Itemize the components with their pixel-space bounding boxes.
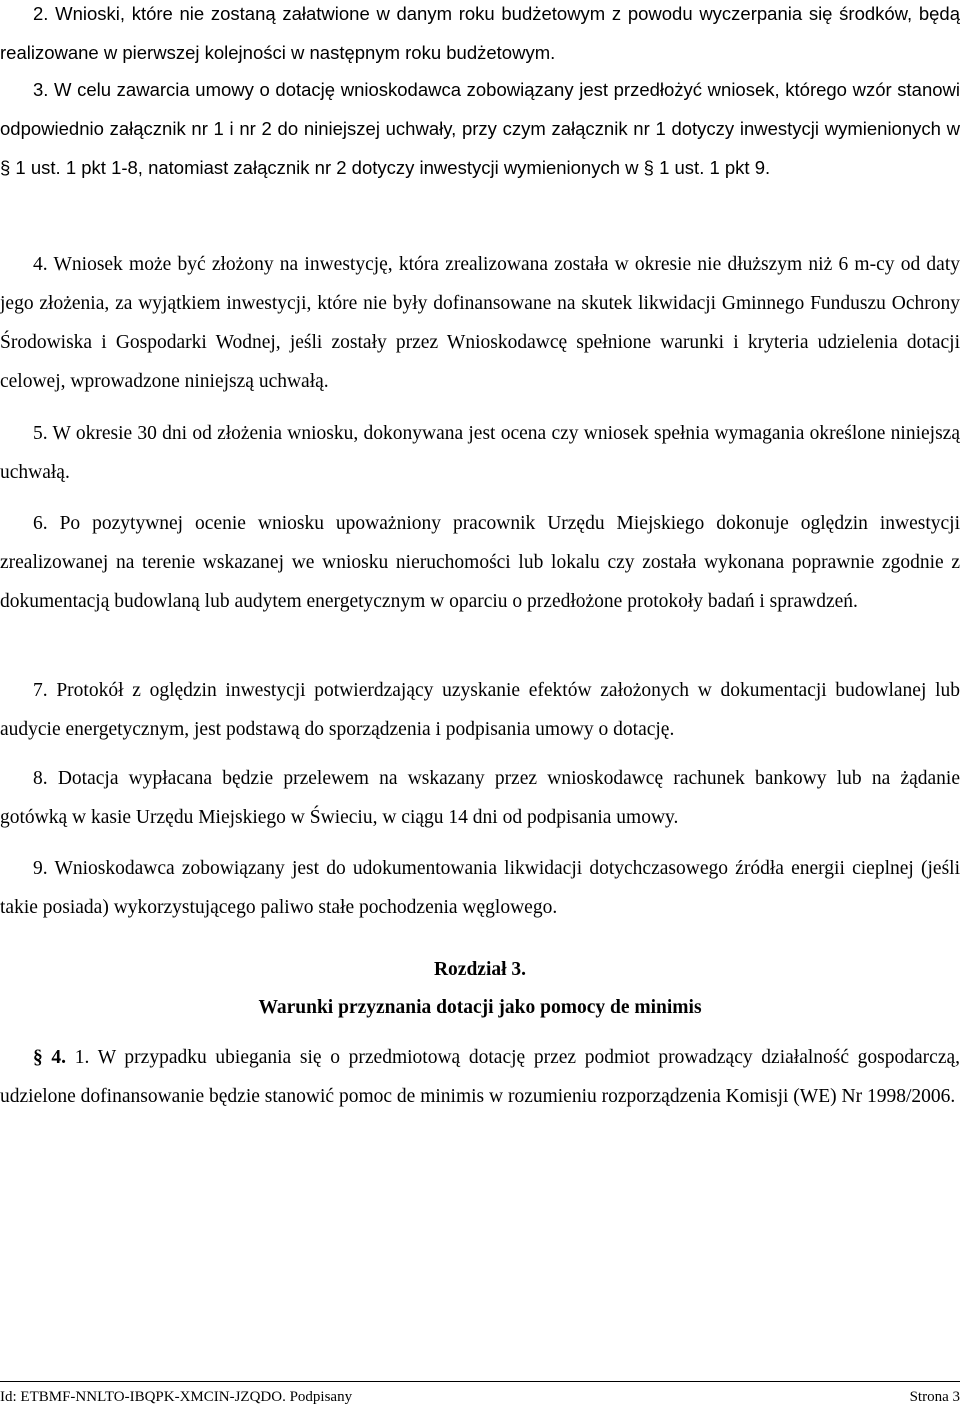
paragraph-4: 4. Wniosek może być złożony na inwestycję, która zrealizowana została w okresie nie dłuższym niż 6 m-cy od daty jego złożenia, za wyjątkiem inwestycji, które nie były dofinansowane na skutek likwidacji Gminnego Funduszu Ochrony Środowiska i Gospodarki Wodnej, jeśli zostały przez Wnioskodawcę spełnione warunki i kryteria udzielenia dotacji celowej, wprowadzone niniejszą uchwałą. [0, 254, 960, 392]
chapter-title: Warunki przyznania dotacji jako pomocy de minimis [258, 997, 702, 1018]
paragraph-8: 8. Dotacja wypłacana będzie przelewem na wskazany przez wnioskodawcę rachunek bankowy lub na żądanie gotówką w kasie Urzędu Miejskiego w Świeciu, w ciągu 14 dni od podpisania umowy. [0, 768, 960, 828]
paragraph-5: 5. W okresie 30 dni od złożenia wniosku, dokonywana jest ocena czy wniosek spełnia wymagania określone niniejszą uchwałą. [0, 423, 960, 483]
footer-page-number: Strona 3 [909, 1389, 960, 1405]
paragraph-2: 2. Wnioski, które nie zostaną załatwione w danym roku budżetowym z powodu wyczerpania się środków, będą realizowane w pierwszej kolejności w następnym roku budżetowym. [0, 3, 960, 63]
section-4-paragraph [0, 1038, 960, 1116]
section-4-text: 1. W przypadku ubiegania się o przedmiotową dotację przez podmiot prowadzący działalność gospodarczą, udzielone dofinansowanie będzie stanowić pomoc de minimis w rozumieniu rozporządzenia Komisji (WE) Nr 1998/2006. [0, 1047, 960, 1107]
section-mark: § 4. [33, 1047, 67, 1068]
paragraph-6: 6. Po pozytywnej ocenie wniosku upoważniony pracownik Urzędu Miejskiego dokonuje oględzin inwestycji zrealizowanej na terenie wskazanej we wniosku nieruchomości lub lokalu czy została wykonana poprawnie zgodnie z dokumentacją budowlaną lub audytem energetycznym w oparciu o przedłożone protokoły badań i sprawdzeń. [0, 513, 960, 612]
footer-document-id: Id: ETBMF-NNLTO-IBQPK-XMCIN-JZQDO. Podpisany [0, 1389, 353, 1405]
paragraph-3: 3. W celu zawarcia umowy o dotację wnioskodawca zobowiązany jest przedłożyć wniosek, którego wzór stanowi odpowiednio załącznik nr 1 i nr 2 do niniejszej uchwały, przy czym załącznik nr 1 dotyczy inwestycji wymienionych w § 1 ust. 1 pkt 1-8, natomiast załącznik nr 2 dotyczy inwestycji wymienionych w § 1 ust. 1 pkt 9. [0, 79, 960, 178]
footer-divider [0, 1381, 960, 1382]
paragraph-7: 7. Protokół z oględzin inwestycji potwierdzający uzyskanie efektów założonych w dokumentacji budowlanej lub audycie energetycznym, jest podstawą do sporządzenia i podpisania umowy o dotację. [0, 680, 960, 740]
paragraph-9: 9. Wnioskodawca zobowiązany jest do udokumentowania likwidacji dotychczasowego źródła energii cieplnej (jeśli takie posiada) wykorzystującego paliwo stałe pochodzenia węglowego. [0, 858, 960, 918]
chapter-number: Rozdział 3. [433, 959, 527, 980]
